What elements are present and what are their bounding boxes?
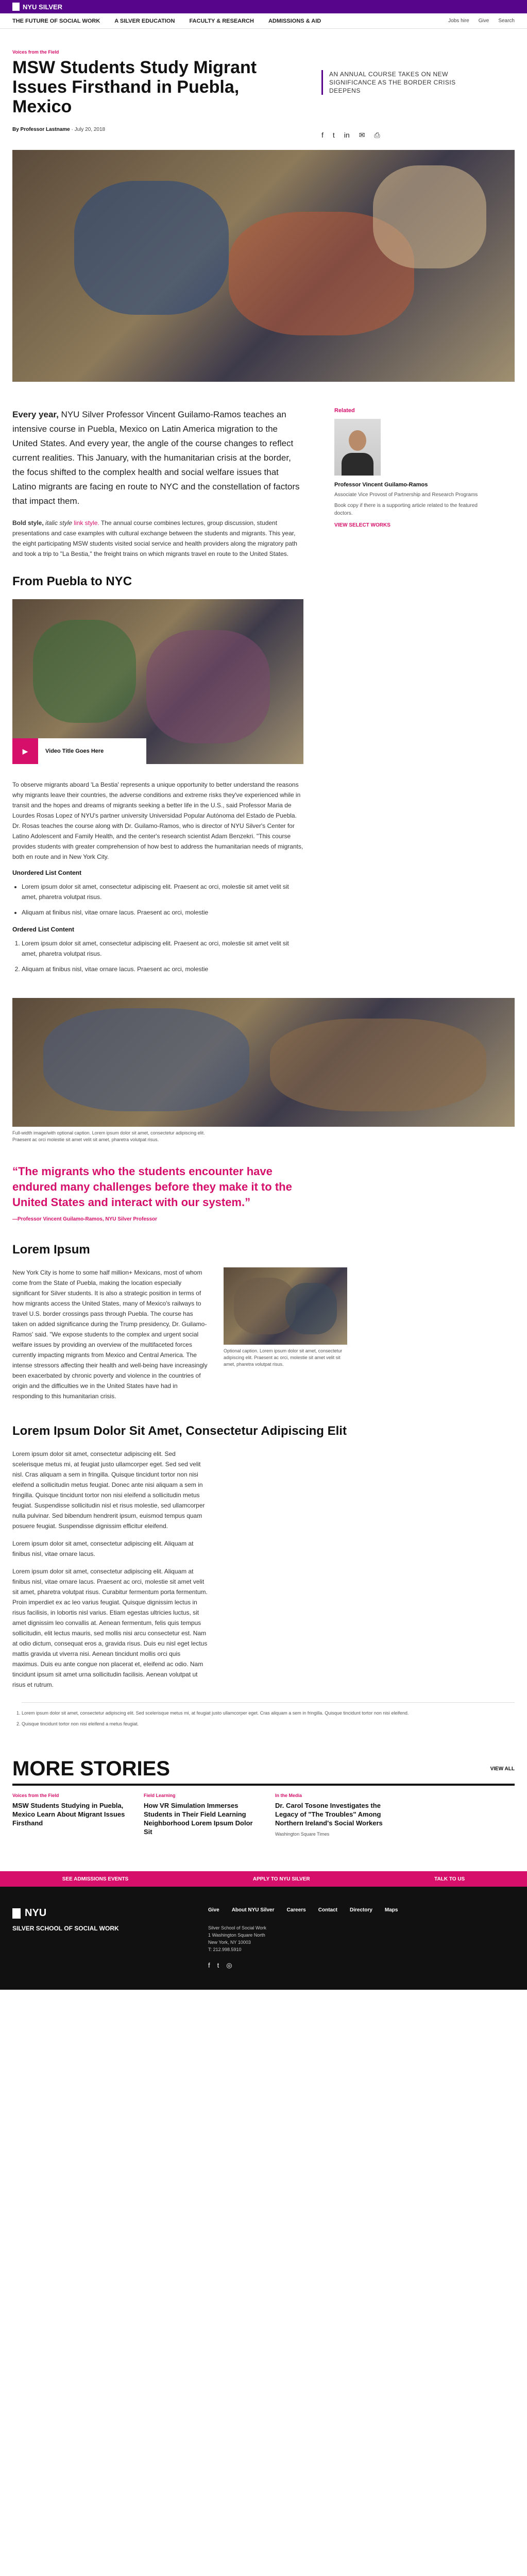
site-footer (0, 1887, 527, 1990)
video-player[interactable] (12, 599, 303, 764)
quote-author: —Professor Vincent Guilamo-Ramos, NYU Silver Professor (12, 1216, 158, 1222)
utility-give[interactable]: Give (478, 18, 489, 24)
paragraph-lorem-1: Lorem ipsum dolor sit amet, consectetur adipiscing elit. Sed scelerisque metus mi, at feugiat justo ullamcorper eget. Sed sed velit nisl. Cras aliquam a sem in fringilla. Quisque tincidunt tortor non nisi eleifend a sollicitudin metus feugiat. Donec ante nisi aliquam a sem in fringilla. Quisque tincidunt tortor non nisi eleifend a sollicitudin metus feugiat. Suspendisse sollicitudin nisl et risus molestie, sed ullamcorper nulla pulvinar. Sed bibendum hendrerit ipsum, euismod tempus quam posuere feugiat. Suspendisse dignissim efficitur eleifend. (12, 1450, 205, 1530)
paragraph-la-bestia: To observe migrants aboard 'La Bestia' represents a unique opportunity to better understand the reasons why migrants leave their countries, the adverse conditions and extreme risks they've experienced while in transit and the hopes and dreams of migrants seeking a better life in the U.S., said Professor Maria de Lourdes Rosas Lopez of NYU's partner university Universidad Popular Autónoma del Estado de Puebla. Dr. Rosas teaches the course along with Dr. Guilamo-Ramos, who is director of NYU Silver's Center for Latino Adolescent and Family Health, and the center's research scientist Adam Benzekri. "This course provides students with greater comprehension of how best to address the humanitarian needs of migrants, both en route and in New York City. (12, 781, 303, 860)
footer-link-maps[interactable]: Maps (384, 1907, 398, 1913)
video-title: Video Title Goes Here (45, 748, 104, 754)
article-title: MSW Students Study Migrant Issues Firsthand in Puebla, Mexico (12, 58, 257, 116)
byline: By Professor Lastname · July 20, 2018 (12, 127, 106, 132)
linkedin-icon[interactable]: in (344, 131, 350, 139)
section-heading-puebla: From Puebla to NYC (12, 574, 132, 588)
inline-image-caption: Optional caption. Lorem ipsum dolor sit amet, consectetur adipiscing elit. Praesent ac orci, molestie sit amet velit sit amet, pharetra volutpat risus. (224, 1348, 343, 1367)
related-sidebar (334, 408, 489, 982)
top-brand-bar (0, 0, 527, 13)
article-blurb: AN ANNUAL COURSE TAKES ON NEW SIGNIFICANCE AS THE BORDER CRISIS DEEPENS (321, 70, 486, 95)
footer-link-directory[interactable]: Directory (349, 1907, 372, 1913)
story-card[interactable]: In the Media Dr. Carol Tosone Investigates the Legacy of "The Troubles" Among Northern Ireland's Social Workers Washington Square Times (275, 1793, 383, 1837)
cta-admissions-events[interactable]: SEE ADMISSIONS EVENTS (62, 1876, 129, 1882)
facebook-icon[interactable]: f (321, 131, 324, 139)
full-image-caption: Full-width image/with optional caption. Lorem ipsum dolor sit amet, consectetur adipiscing elit. Praesent ac orci molestie sit amet velit sit amet, pharetra volutpat risus. (12, 1130, 205, 1142)
nav-item-faculty[interactable]: FACULTY & RESEARCH (189, 18, 254, 24)
full-width-image (12, 998, 515, 1127)
view-all-link[interactable]: VIEW ALL (490, 1766, 515, 1772)
footnote-item: 1. Lorem ipsum dolor sit amet, consectetur adipiscing elit. Sed scelerisque metus mi, at feugiat justo ullamcorper eget. Cras aliquam a sem in fringilla. Quisque tincidunt tortor non nisi eleifend. (22, 1710, 515, 1717)
related-portrait (334, 419, 381, 476)
section-heading-dolor: Lorem Ipsum Dolor Sit Amet, Consectetur Adipiscing Elit (12, 1424, 347, 1438)
footnotes (22, 1702, 515, 1727)
facebook-icon[interactable]: f (208, 1961, 210, 1969)
more-stories-heading: MORE STORIES (12, 1757, 170, 1780)
paragraph-lorem-2: Lorem ipsum dolor sit amet, consectetur adipiscing elit. Aliquam at finibus nisl, vitae ornare lacus. (12, 1540, 194, 1557)
list-item: 1. Lorem ipsum dolor sit amet, consectetur adipiscing elit. Praesent ac orci, molestie sit amet velit sit amet, pharetra volutpat risus. (22, 938, 303, 959)
nav-item-education[interactable]: A SILVER EDUCATION (114, 18, 175, 24)
email-icon[interactable]: ✉ (359, 131, 365, 139)
footer-logo[interactable]: NYU (12, 1907, 208, 1919)
footer-links (208, 1907, 398, 1913)
footer-brand (12, 1907, 208, 1969)
print-icon[interactable]: ⎙ (374, 131, 380, 139)
main-nav (0, 13, 527, 29)
more-stories (0, 1732, 527, 1861)
instagram-icon[interactable]: ◎ (226, 1961, 232, 1969)
utility-nav (448, 18, 515, 24)
nav-item-future[interactable]: THE FUTURE OF SOCIAL WORK (12, 18, 100, 24)
footer-link-careers[interactable]: Careers (286, 1907, 306, 1913)
utility-jobs[interactable]: Jobs hire (448, 18, 469, 24)
related-more-link[interactable]: VIEW SELECT WORKS (334, 522, 390, 528)
paragraph-new-york: New York City is home to some half million+ Mexicans, most of whom come from the State of Puebla, making the location especially significant for Silver students. It is also a strategic position in terms of how migrants access the United States, many of Mexico's railways to travel U.S. border crossings pass through Puebla. The course has taken on added significance during the Trump presidency, Dr. Guilamo-Ramos' said. "We expose students to the complex and urgent social welfare issues by providing an overview of the multifaceted forces currently impacting migrants from Mexico and Central America. The intense stressors affecting their health and well-being have increasingly been exacerbated by chronic poverty and violence in the countries of origin and the difficulties we in the United States have had in responding to this humanitarian crisis. (12, 1269, 208, 1400)
article-body (12, 408, 303, 982)
inline-link[interactable]: link style. (72, 519, 99, 527)
list-item: • Aliquam at finibus nisl, vitae ornare lacus. Praesent ac orci, molestie (22, 907, 303, 918)
unordered-list (22, 882, 303, 918)
byline-author[interactable]: By Professor Lastname (12, 127, 70, 132)
article-kicker[interactable]: Voices from the Field (12, 49, 59, 55)
pull-quote (0, 1143, 309, 1227)
cta-talk-to-us[interactable]: TALK TO US (434, 1876, 465, 1882)
twitter-icon[interactable]: t (217, 1961, 219, 1969)
nav-item-admissions[interactable]: ADMISSIONS & AID (268, 18, 321, 24)
list-item: • Lorem ipsum dolor sit amet, consectetur adipiscing elit. Praesent ac orci, molestie sit amet velit sit amet, pharetra volutpat risus. (22, 882, 303, 902)
paragraph-styles: Bold style, italic style link style. The annual course combines lectures, group discussion, student presentations and case examples with cultural exchange between the students and migrants. This year, the eight participating MSW students visited social service and health providers along the migratory path and took a trip to "La Bestia," the freight trains on which migrants travel en route to the United States. (12, 519, 297, 557)
list-item: 2. Aliquam at finibus nisl, vitae ornare lacus. Praesent ac orci, molestie (22, 964, 303, 974)
related-bio: Book copy if there is a supporting article related to the featured doctors. (334, 503, 478, 516)
related-label: Related (334, 408, 355, 414)
quote-text: “The migrants who the students encounter have endured many challenges before they make it to the United States and interact with our system.” (12, 1165, 292, 1209)
related-name[interactable]: Professor Vincent Guilamo-Ramos (334, 482, 428, 488)
story-card[interactable]: Field Learning How VR Simulation Immerses Students in Their Field Learning Neighborhood Lorem Ipsum Dolor Sit (144, 1793, 253, 1836)
byline-date: July 20, 2018 (74, 127, 106, 132)
ordered-list (22, 938, 303, 974)
article-lede: Every year, NYU Silver Professor Vincent Guilamo-Ramos teaches an intensive course in Puebla, Mexico on Latin America migration to the United States. And every year, the angle of the course changes to reflect current realities. This January, with the humanitarian crisis at the border, the focus shifted to the complex health and social welfare issues that Latino migrants are facing en route to NYC and the constellation of factors that impact them. (12, 410, 300, 506)
article-header (0, 29, 527, 150)
footer-link-give[interactable]: Give (208, 1907, 219, 1913)
ol-heading: Ordered List Content (12, 926, 75, 933)
section-heading-lorem: Lorem Ipsum (12, 1243, 90, 1257)
story-card[interactable]: Voices from the Field MSW Students Studying in Puebla, Mexico Learn About Migrant Issues Firsthand (12, 1793, 125, 1827)
footnote-item: 2. Quisque tincidunt tortor non nisi eleifend a metus feugiat. (22, 1721, 515, 1727)
footer-link-contact[interactable]: Contact (318, 1907, 337, 1913)
video-caption-bar (12, 738, 146, 764)
footer-social (208, 1961, 398, 1970)
twitter-icon[interactable]: t (332, 131, 335, 139)
hero-image (12, 150, 515, 382)
torch-icon (12, 1908, 21, 1919)
cta-apply[interactable]: APPLY TO NYU SILVER (252, 1876, 310, 1882)
play-icon[interactable]: ▶ (12, 738, 38, 764)
torch-icon (12, 3, 20, 11)
inline-image (224, 1267, 347, 1345)
utility-search[interactable]: Search (498, 18, 515, 24)
footer-link-about[interactable]: About NYU Silver (231, 1907, 275, 1913)
footer-school-name: SILVER SCHOOL OF SOCIAL WORK (12, 1925, 119, 1932)
footer-address: Silver School of Social Work 1 Washington Square North New York, NY 10003 T: 212.998.5910 (208, 1925, 266, 1952)
related-role: Associate Vice Provost of Partnership and Research Programs (334, 492, 478, 498)
share-bar (321, 131, 486, 140)
nyu-silver-logo[interactable]: NYU SILVER (12, 3, 62, 11)
paragraph-lorem-3: Lorem ipsum dolor sit amet, consectetur adipiscing elit. Aliquam at finibus nisl, vitae ornare lacus. Praesent ac orci, molestie sit amet velit sit amet, pharetra volutpat risus. Curabitur fermentum porta fermentum. Proin imperdiet ex ac leo varius feugiat. Quisque dignissim lectus in risus facilisis, in lobortis nisl varius. Etiam egestas ultricies luctus, sit amet dignissim leo convallis at. Aenean fermentum, felis quis tempus sollicitudin, elit lectus mauris, sed mollis nisi arcu consectetur est. Nam at odio dictum, consequat eros a, gravida risus. Duis eu nisl eget lectus mattis gravida ut viverra nisi. Aenean tincidunt mollis orci quis maximus. Duis eu ante congue non placerat et, eleifend ac odio. Nam tincidunt ipsum sit amet urna sollicitudin facilisis. Aenean volutpat ut risus et rutrum. (12, 1568, 208, 1688)
cta-bar (0, 1871, 527, 1887)
ul-heading: Unordered List Content (12, 869, 81, 876)
